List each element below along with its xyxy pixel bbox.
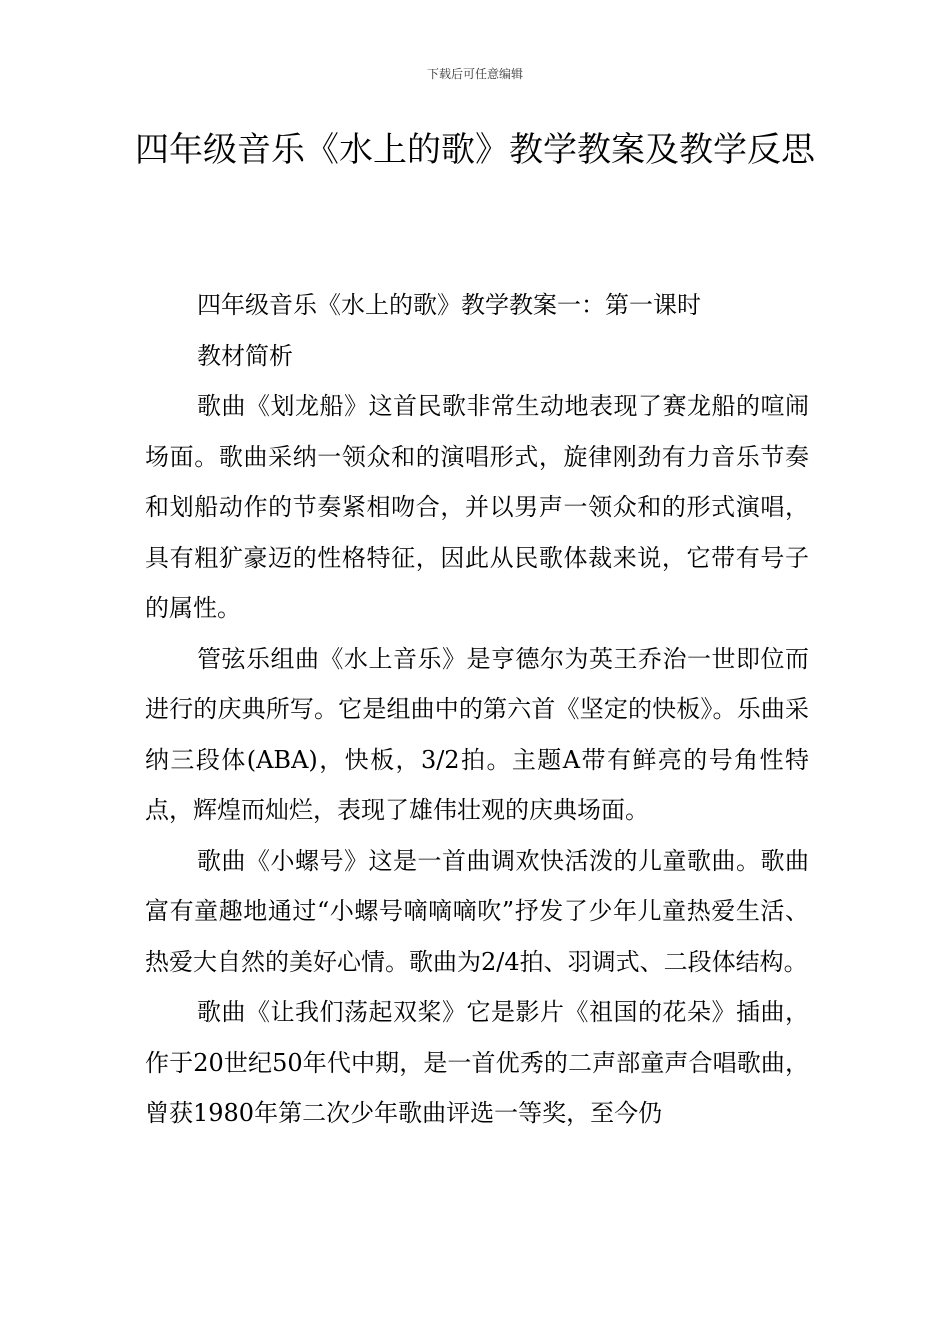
header-note: 下载后可任意编辑: [426, 67, 523, 81]
paragraph-water-music: 管弦乐组曲《水上音乐》是亨德尔为英王乔治一世即位而进行的庆典所写。它是组曲中的第六首《坚定的快板》。乐曲采纳三段体(ABA)，快板，3/2拍。主题A带有鲜亮的号角性特点，辉煌而灿烂，表现了雄伟壮观的庆典场面。: [145, 644, 809, 824]
lesson-heading: 四年级音乐《水上的歌》教学教案一：第一课时: [197, 291, 701, 319]
section-heading: 教材简析: [197, 341, 293, 370]
paragraph-row-oars: 歌曲《让我们荡起双桨》它是影片《祖国的花朵》插曲，作于20世纪50年代中期，是一首优秀的二声部童声合唱歌曲，曾获1980年第二次少年歌曲评选一等奖，至今仍: [145, 998, 809, 1127]
paragraph-dragon-boat: 歌曲《划龙船》这首民歌非常生动地表现了赛龙船的喧闹场面。歌曲采纳一领众和的演唱形式，旋律刚劲有力音乐节奏和划船动作的节奏紧相吻合，并以男声一领众和的形式演唱，具有粗犷豪迈的性格特征，因此从民歌体裁来说，它带有号子的属性。: [145, 392, 809, 622]
paragraph-little-conch: 歌曲《小螺号》这是一首曲调欢快活泼的儿童歌曲。歌曲富有童趣地通过“小螺号嘀嘀嘀吹”抒发了少年儿童热爱生活、热爱大自然的美好心情。歌曲为2/4拍、羽调式、二段体结构。: [145, 846, 809, 976]
document-title: 四年级音乐《水上的歌》教学教案及教学反思: [135, 130, 815, 170]
document-body: [145, 280, 809, 1139]
